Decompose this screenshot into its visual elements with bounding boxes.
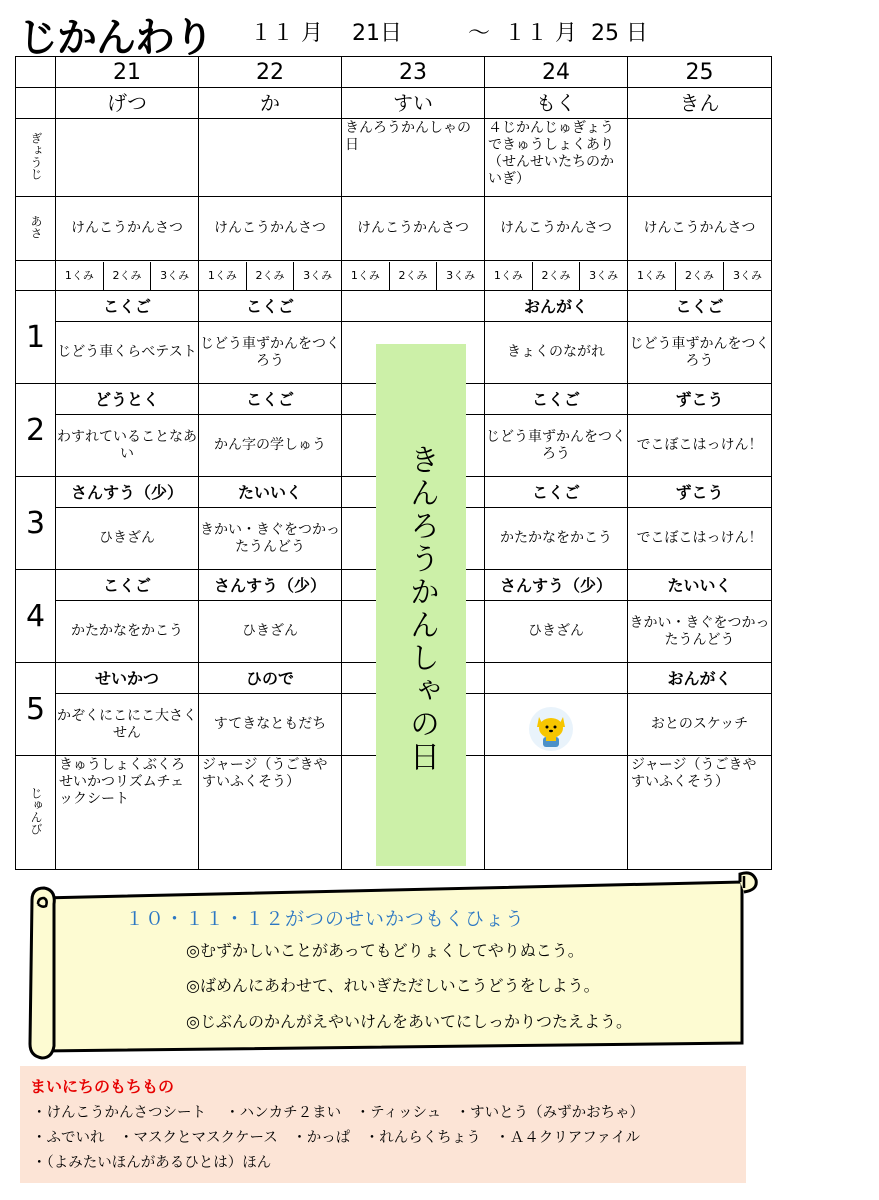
- content-cell: じどう車ずかんをつくろう: [628, 322, 772, 384]
- content-cell: ひきざん: [199, 601, 342, 663]
- morning-cell: けんこうかんさつ: [628, 197, 772, 261]
- row-label-asa: あさ: [16, 197, 56, 261]
- corner-cell: [16, 88, 56, 119]
- class-label: 1くみ: [628, 262, 676, 290]
- subject-cell: たいいく: [199, 477, 342, 508]
- subject-cell: こくご: [56, 570, 199, 601]
- event-cell: [199, 119, 342, 197]
- subject-cell: おんがく: [628, 663, 772, 694]
- daily-items-line: ・ふでいれ ・マスクとマスクケース ・かっぱ ・れんらくちょう ・Ａ４クリアファイル: [32, 1130, 640, 1146]
- row-label-gyouji: ぎょうじ: [16, 119, 56, 197]
- day-name: げつ: [56, 88, 199, 119]
- period-number: 1: [16, 291, 56, 384]
- period-number: 5: [16, 663, 56, 756]
- subject-cell: こくご: [628, 291, 772, 322]
- subject-cell: [342, 291, 485, 322]
- page-title: じかんわり: [18, 15, 213, 61]
- corner-cell: [16, 57, 56, 88]
- goals-scroll: [20, 868, 762, 1063]
- subject-cell: さんすう（少）: [56, 477, 199, 508]
- subject-cell: どうとく: [56, 384, 199, 415]
- daily-items-line: ・けんこうかんさつシート ・ハンカチ２まい ・ティッシュ ・すいとう（みずかおちゃ）: [32, 1105, 645, 1121]
- morning-cell: けんこうかんさつ: [56, 197, 199, 261]
- prep-cell: きゅうしょくぶくろ せいかつリズムチェックシート: [56, 756, 199, 870]
- content-cell: でこぼこはっけん！: [628, 415, 772, 477]
- goals-title: １０・１１・１２がつのせいかつもくひょう: [125, 908, 526, 930]
- class-label: 2くみ: [390, 262, 438, 290]
- content-cell: ひきざん: [485, 601, 628, 663]
- morning-cell: けんこうかんさつ: [199, 197, 342, 261]
- subject-cell: こくご: [56, 291, 199, 322]
- subject-cell: ひので: [199, 663, 342, 694]
- daily-items-line: ・（よみたいほんがあるひとは）ほん: [32, 1155, 272, 1171]
- day-number-row: [16, 57, 772, 88]
- prep-cell: ジャージ（うごきやすいふくそう）: [199, 756, 342, 870]
- class-label: 3くみ: [303, 268, 333, 282]
- class-label: 3くみ: [446, 268, 476, 282]
- class-label: 2くみ: [247, 262, 295, 290]
- row-label-junbi: じゅんび: [16, 756, 56, 870]
- class-row: [16, 261, 772, 291]
- class-label: 1くみ: [199, 262, 247, 290]
- holiday-banner-text: きんろうかんしゃの日: [404, 444, 439, 774]
- day-number: 24: [485, 57, 628, 88]
- fox-mascot-icon: [529, 707, 573, 751]
- subject-cell: たいいく: [628, 570, 772, 601]
- holiday-banner: [376, 344, 466, 866]
- subject-cell: ずこう: [628, 477, 772, 508]
- day-number: 25: [628, 57, 772, 88]
- asa-row: [16, 197, 772, 261]
- corner-cell: [16, 261, 56, 291]
- day-name: すい: [342, 88, 485, 119]
- morning-cell: けんこうかんさつ: [342, 197, 485, 261]
- class-label: 3くみ: [160, 268, 190, 282]
- subject-cell: こくご: [485, 384, 628, 415]
- period-number: 4: [16, 570, 56, 663]
- content-cell: でこぼこはっけん！: [628, 508, 772, 570]
- subject-cell: さんすう（少）: [485, 570, 628, 601]
- event-cell: [56, 119, 199, 197]
- goal-line: ◎じぶんのかんがえやいけんをあいてにしっかりつたえよう。: [186, 1012, 632, 1031]
- subject-cell: こくご: [199, 384, 342, 415]
- goal-line: ◎むずかしいことがあってもどりょくしてやりぬこう。: [186, 941, 584, 960]
- content-cell: きかい・きぐをつかったうんどう: [199, 508, 342, 570]
- day-number: 22: [199, 57, 342, 88]
- event-cell: ４じかんじゅぎょうできゅうしょくあり（せんせいたちのかいぎ）: [485, 119, 628, 197]
- content-cell: じどう車ずかんをつくろう: [199, 322, 342, 384]
- subject-cell: [485, 663, 628, 694]
- day-number: 21: [56, 57, 199, 88]
- class-label: 2くみ: [676, 262, 724, 290]
- day-number: 23: [342, 57, 485, 88]
- subject-cell: こくご: [199, 291, 342, 322]
- date-range: １１ 月 21日 ～ １１ 月 25 日: [250, 21, 648, 46]
- event-cell: きんろうかんしゃの日: [342, 119, 485, 197]
- subject-cell: さんすう（少）: [199, 570, 342, 601]
- morning-cell: けんこうかんさつ: [485, 197, 628, 261]
- class-group: [56, 261, 199, 291]
- subject-cell: こくご: [485, 477, 628, 508]
- class-label: 3くみ: [589, 268, 619, 282]
- subject-cell: ずこう: [628, 384, 772, 415]
- content-cell: じどう車ずかんをつくろう: [485, 415, 628, 477]
- period-1-subject-row: [16, 291, 772, 322]
- class-group: [342, 261, 485, 291]
- content-cell: きかい・きぐをつかったうんどう: [628, 601, 772, 663]
- day-name-row: [16, 88, 772, 119]
- content-cell: かたかなをかこう: [485, 508, 628, 570]
- daily-items-title: まいにちのもちもの: [30, 1077, 175, 1096]
- class-label: 3くみ: [733, 268, 762, 282]
- gyouji-row: [16, 119, 772, 197]
- class-group: [485, 261, 628, 291]
- day-name: もく: [485, 88, 628, 119]
- content-cell: きょくのながれ: [485, 322, 628, 384]
- content-cell: かぞくにこにこ大さくせん: [56, 694, 199, 756]
- day-name: きん: [628, 88, 772, 119]
- class-group: [628, 261, 772, 291]
- goal-line: ◎ばめんにあわせて、れいぎただしいこうどうをしよう。: [186, 976, 600, 995]
- content-cell: おとのスケッチ: [628, 694, 772, 756]
- subject-cell: おんがく: [485, 291, 628, 322]
- event-cell: [628, 119, 772, 197]
- content-cell: わすれていることなあい: [56, 415, 199, 477]
- content-cell: じどう車くらべテスト: [56, 322, 199, 384]
- class-label: 1くみ: [56, 262, 104, 290]
- class-group: [199, 261, 342, 291]
- subject-cell: せいかつ: [56, 663, 199, 694]
- period-number: 2: [16, 384, 56, 477]
- class-label: 1くみ: [342, 262, 390, 290]
- period-number: 3: [16, 477, 56, 570]
- day-name: か: [199, 88, 342, 119]
- content-cell: かたかなをかこう: [56, 601, 199, 663]
- class-label: 2くみ: [533, 262, 581, 290]
- content-cell: かん字の学しゅう: [199, 415, 342, 477]
- class-label: 1くみ: [485, 262, 533, 290]
- prep-cell: ジャージ（うごきやすいふくそう）: [628, 756, 772, 870]
- content-cell: すてきなともだち: [199, 694, 342, 756]
- class-label: 2くみ: [104, 262, 152, 290]
- prep-cell: [485, 756, 628, 870]
- content-cell: ひきざん: [56, 508, 199, 570]
